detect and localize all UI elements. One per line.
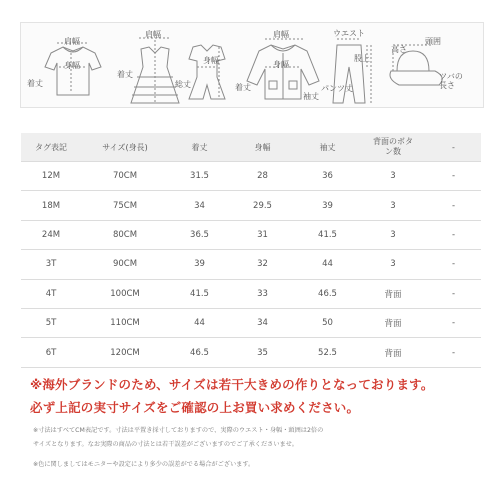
table-cell: 44	[295, 250, 360, 279]
jacket-width-label: 肩幅	[273, 30, 289, 39]
table-cell: 3	[360, 250, 426, 279]
table-cell: 52.5	[295, 338, 360, 367]
table-cell: 46.5	[169, 338, 230, 367]
table-cell: 28	[230, 162, 295, 191]
table-row	[21, 220, 481, 249]
table-cell: -	[426, 308, 481, 337]
table-row	[21, 338, 481, 367]
table-cell: 18M	[21, 191, 81, 220]
table-cell: 31	[230, 220, 295, 249]
header-buttons-label: 背面のボタン数	[373, 137, 413, 156]
pants-waist-label: ウエスト	[333, 29, 365, 38]
table-cell: -	[426, 250, 481, 279]
table-cell: 6T	[21, 338, 81, 367]
hat-head-label: 頭囲	[425, 37, 441, 46]
table-row	[21, 162, 481, 191]
table-row	[21, 191, 481, 220]
warning-line-2: 必ず上記の実寸サイズをご確認の上お買い求めください。	[30, 400, 360, 415]
table-cell: 背面	[360, 308, 426, 337]
table-cell: 90CM	[81, 250, 169, 279]
table-cell: 80CM	[81, 220, 169, 249]
table-cell: 75CM	[81, 191, 169, 220]
table-cell: 39	[169, 250, 230, 279]
table-cell: -	[426, 191, 481, 220]
size-table	[21, 133, 481, 368]
table-cell: 110CM	[81, 308, 169, 337]
romper-length-label: 総丈	[175, 80, 191, 89]
header-cell: 身幅	[230, 133, 295, 162]
table-header-row	[21, 133, 481, 162]
hat-brim-label: ツバの長さ	[439, 72, 463, 90]
table-cell: 100CM	[81, 279, 169, 308]
header-cell: 着丈	[169, 133, 230, 162]
romper-body-label: 身幅	[203, 56, 219, 65]
table-cell: 32	[230, 250, 295, 279]
table-cell: -	[426, 338, 481, 367]
table-cell: 41.5	[169, 279, 230, 308]
header-cell	[360, 133, 426, 162]
header-cell: タグ表記	[21, 133, 81, 162]
garment-diagrams	[21, 23, 483, 107]
tshirt-length-label: 着丈	[27, 79, 43, 88]
table-cell: 120CM	[81, 338, 169, 367]
table-cell: 5T	[21, 308, 81, 337]
table-cell: 39	[295, 191, 360, 220]
table-cell: 3	[360, 220, 426, 249]
size-guide-illustration	[20, 22, 484, 108]
table-cell: 50	[295, 308, 360, 337]
table-cell: 24M	[21, 220, 81, 249]
dress-width-label: 肩幅	[145, 30, 161, 39]
table-cell: 41.5	[295, 220, 360, 249]
jacket-body-label: 身幅	[273, 60, 289, 69]
table-row	[21, 250, 481, 279]
jacket-length-label: 着丈	[235, 83, 251, 92]
table-cell: 36.5	[169, 220, 230, 249]
table-cell: 46.5	[295, 279, 360, 308]
dress-length-label: 着丈	[117, 70, 133, 79]
tshirt-width-label: 肩幅	[64, 37, 80, 46]
table-row	[21, 279, 481, 308]
note-line-3: ※色に関しましてはモニターや設定により多少の誤差がでる場合がございます。	[33, 461, 255, 468]
header-cell: サイズ(身長)	[81, 133, 169, 162]
table-cell: 44	[169, 308, 230, 337]
table-cell: -	[426, 220, 481, 249]
table-cell: 12M	[21, 162, 81, 191]
header-cell: -	[426, 133, 481, 162]
table-cell: 3	[360, 191, 426, 220]
table-cell: 29.5	[230, 191, 295, 220]
note-line-1: ※寸法はすべてCM表記です。寸法は平置き採寸しておりますので、実際のウエスト・身幅・頭囲は2倍の	[33, 427, 324, 434]
table-cell: 背面	[360, 279, 426, 308]
dress-icon	[131, 38, 179, 103]
table-cell: 34	[169, 191, 230, 220]
warning-line-1: ※海外ブランドのため、サイズは若干大きめの作りとなっております。	[30, 377, 434, 392]
tshirt-body-label: 身幅	[64, 61, 80, 70]
pants-rise-label: 股上	[354, 54, 370, 63]
table-cell: 背面	[360, 338, 426, 367]
pants-length-label: パンツ丈	[321, 84, 353, 93]
romper-icon	[189, 45, 225, 99]
note-line-2: サイズとなります。なお実際の商品の寸法とは若干誤差がございますのでご了承くださいませ。	[33, 441, 298, 448]
header-cell: 袖丈	[295, 133, 360, 162]
table-cell: 33	[230, 279, 295, 308]
table-cell: 3	[360, 162, 426, 191]
table-cell: 34	[230, 308, 295, 337]
table-cell: -	[426, 162, 481, 191]
table-cell: 36	[295, 162, 360, 191]
table-cell: 70CM	[81, 162, 169, 191]
table-cell: 3T	[21, 250, 81, 279]
jacket-sleeve-label: 袖丈	[303, 92, 319, 101]
table-cell: 35	[230, 338, 295, 367]
table-cell: 4T	[21, 279, 81, 308]
table-row	[21, 308, 481, 337]
table-cell: -	[426, 279, 481, 308]
table-cell: 31.5	[169, 162, 230, 191]
hat-height-label: 高さ	[391, 45, 407, 54]
